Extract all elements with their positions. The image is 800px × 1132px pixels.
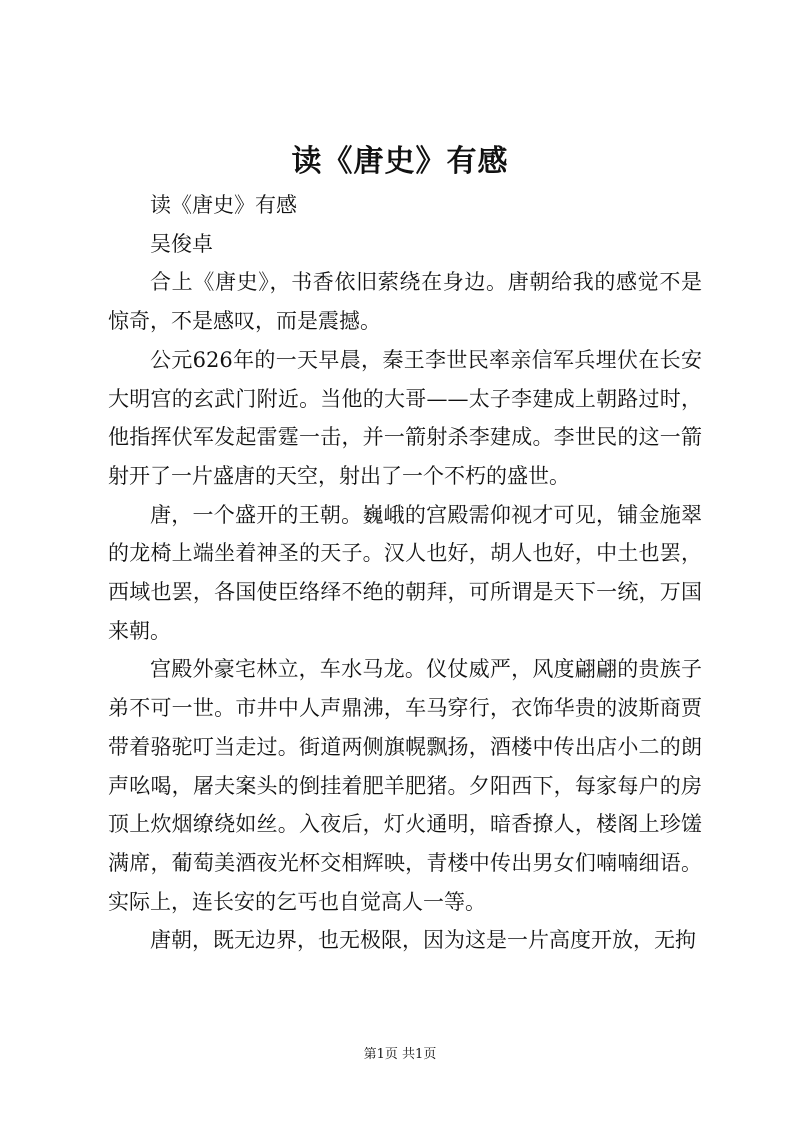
document-body	[108, 186, 702, 960]
paragraph-author: 吴俊卓	[150, 231, 213, 256]
paragraph-subtitle: 读《唐史》有感	[150, 193, 297, 217]
paragraph-tang-dynasty: 唐，一个盛开的王朝。巍峨的宫殿需仰视才可见，铺金施翠的龙椅上端坐着神圣的天子。汉人也好，胡人也好，中土也罢，西域也罢，各国使臣络绎不绝的朝拜，可所谓是天下一统，万国来朝。	[108, 502, 702, 643]
paragraph-xuanwu-gate: 公元626年的一天早晨，秦王李世民率亲信军兵埋伏在长安大明宫的玄武门附近。当他的大哥——太子李建成上朝路过时，他指挥伏军发起雷霆一击，并一箭射杀李建成。李世民的这一箭射开了一片盛唐的天空，射出了一个不朽的盛世。	[108, 347, 702, 488]
paragraph-openness: 唐朝，既无边界，也无极限，因为这是一片高度开放，无拘	[150, 928, 696, 953]
document-title: 读《唐史》有感	[291, 144, 509, 179]
paragraph-intro: 合上《唐史》，书香依旧萦绕在身边。唐朝给我的感觉不是惊奇，不是感叹，而是震撼。	[108, 270, 702, 334]
paragraph-city-life: 宫殿外豪宅林立，车水马龙。仪仗威严，风度翩翩的贵族子弟不可一世。市井中人声鼎沸，车马穿行，衣饰华贵的波斯商贾带着骆驼叮当走过。街道两侧旗幌飘扬，酒楼中传出店小二的朗声吆喝，屠夫案头的倒挂着肥羊肥猪。夕阳西下，每家每户的房顶上炊烟缭绕如丝。入夜后，灯火通明，暗香撩人，楼阁上珍馐满席，葡萄美酒夜光杯交相辉映，青楼中传出男女们喃喃细语。实际上，连长安的乞丐也自觉高人一等。	[108, 657, 702, 914]
page-footer: 第1页 共1页	[363, 1047, 437, 1062]
